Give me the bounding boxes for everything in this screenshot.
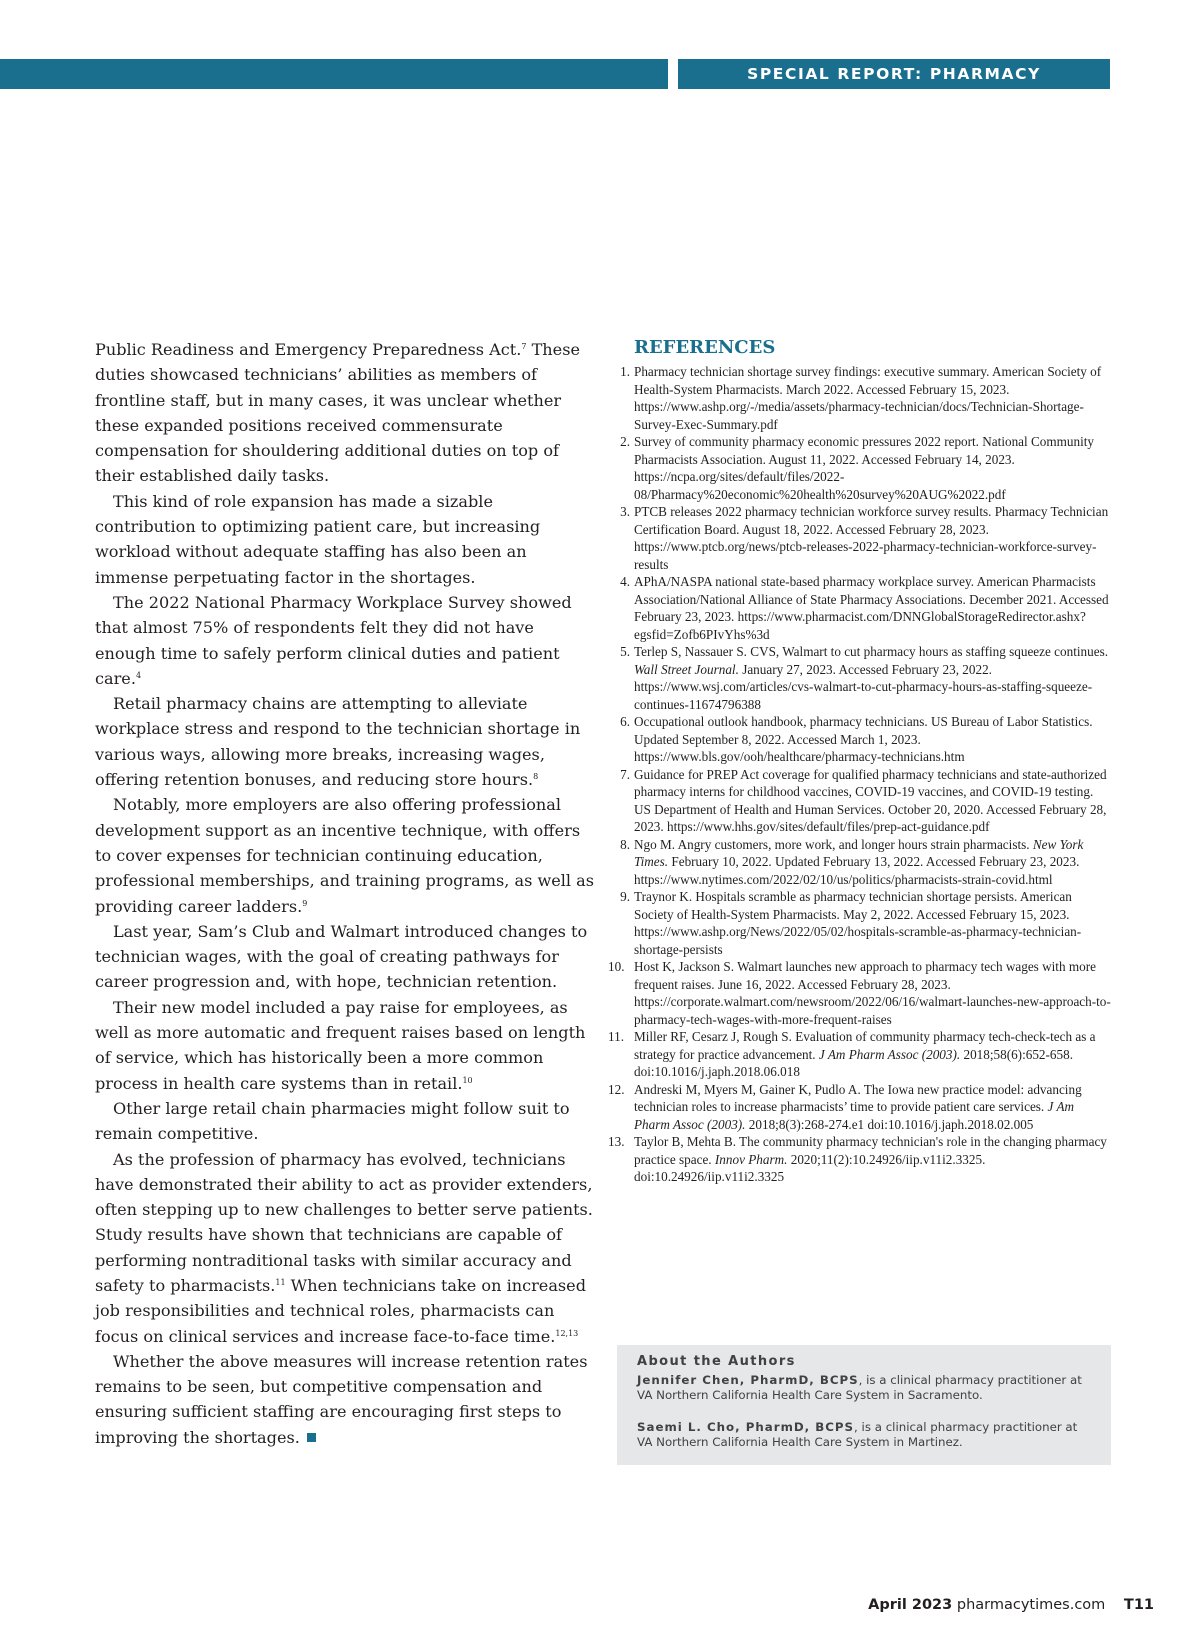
reference-item: 2. Survey of community pharmacy economic pressures 2022 report. National Community Pharmacists Association. August 11, 2022. Accessed February 14, 2023. https://ncpa.org/sites/default/files/2022-08/Pharmacy%20economic%20health%20survey%20AUG%2022.pdf xyxy=(620,434,1094,502)
reference-item: 6. Occupational outlook handbook, pharmacy technicians. US Bureau of Labor Statistics. Updated September 8, 2022. Accessed March 1, 2023. https://www.bls.gov/ooh/healthcare/pharmacy-technicians.htm xyxy=(620,714,1093,764)
references-heading: REFERENCES xyxy=(634,337,776,358)
citation-sup: 8 xyxy=(533,772,539,782)
header-color-bar xyxy=(0,59,668,89)
references-section xyxy=(608,337,1112,1186)
body-paragraph: Notably, more employers are also offering professional development support as an incentive technique, with offers to cover expenses for technician continuing education, professional memberships, and training programs, as well as providing career ladders.$^9$ xyxy=(95,795,595,916)
body-paragraph: Public Readiness and Emergency Preparedness Act.$^7$ These duties showcased technicians’ abilities as members of frontline staff, but in many cases, it was unclear whether these expanded positions received commensurate compensation for shouldering additional duties on top of their established daily tasks. xyxy=(95,340,580,486)
article-body xyxy=(95,337,595,1450)
reference-item: 3. PTCB releases 2022 pharmacy technician workforce survey results. Pharmacy Technician Certification Board. August 18, 2022. Accessed February 28, 2023. https://www.ptcb.org/news/ptcb-releases-2022-pharmacy-technician-workforce-survey-results xyxy=(620,504,1109,572)
reference-item: 5. Terlep S, Nassauer S. CVS, Walmart to cut pharmacy hours as staffing squeeze continues. Wall Street Journal. January 27, 2023. Accessed February 23, 2022. https://www.wsj.com/articles/cvs-walmart-to-cut-pharmacy-hours-as-staffing-squeeze-continues-11674796388 xyxy=(620,644,1108,712)
reference-item: 13. Taylor B, Mehta B. The community pharmacy technician's role in the changing pharmacy practice space. Innov Pharm. 2020;11(2):10.24926/iip.v11i2.3325. doi:10.24926/iip.v11i2.3325 xyxy=(608,1134,1107,1184)
author-bio: Jennifer Chen, PharmD, BCPS, is a clinical pharmacy practitioner at VA Northern California Health Care System in Sacramento. xyxy=(637,1372,1082,1402)
citation-sup: 4 xyxy=(135,670,142,680)
body-paragraph: Whether the above measures will increase retention rates remains to be seen, but competitive compensation and ensuring sufficient staffing are encouraging first steps to improving the shortages. xyxy=(95,1351,588,1447)
citation-sup: 10 xyxy=(462,1075,473,1085)
page-footer xyxy=(868,1597,1154,1613)
body-paragraph: Their new model included a pay raise for employees, as well as more automatic and frequent raises based on length of service, which has historically been a more common process in health care systems than in retail.$^{10}$ xyxy=(95,997,586,1093)
body-paragraph: The 2022 National Pharmacy Workplace Survey showed that almost 75% of respondents felt they did not have enough time to safely perform clinical duties and patient care.$^4$ xyxy=(95,592,572,688)
body-paragraph: Last year, Sam’s Club and Walmart introduced changes to technician wages, with the goal of creating pathways for career progression and, with hope, technician retention. xyxy=(95,921,588,992)
reference-item: 4. APhA/NASPA national state-based pharmacy workplace survey. American Pharmacists Association/National Alliance of State Pharmacy Associations. December 2021. Accessed February 23, 2023. https://www.pharmacist.com/DNNGlobalStorageRedirector.ashx?egsfid=Zofb6PIvYhs%3d xyxy=(620,574,1109,642)
reference-item: 11. Miller RF, Cesarz J, Rough S. Evaluation of community pharmacy tech-check-tech as a strategy for practice advancement. J Am Pharm Assoc (2003). 2018;58(6):652-658. doi:10.1016/j.japh.2018.06.018 xyxy=(608,1029,1096,1079)
section-tag: SPECIAL REPORT: PHARMACY TECHNICIANS xyxy=(678,59,1110,89)
about-authors-heading: About the Authors xyxy=(637,1354,796,1369)
citation-sup: 9 xyxy=(302,898,308,908)
references-list xyxy=(608,363,1112,1186)
citation-sup: 12,13 xyxy=(555,1328,579,1338)
reference-item: 9. Traynor K. Hospitals scramble as pharmacy technician shortage persists. American Society of Health-System Pharmacists. May 2, 2022. Accessed February 15, 2023. https://www.ashp.org/News/2022/05/02/hospitals-scramble-as-pharmacy-technician-shortage-persists xyxy=(620,889,1082,957)
reference-item: 8. Ngo M. Angry customers, more work, and longer hours strain pharmacists. New York Times. February 10, 2022. Updated February 13, 2022. Accessed February 23, 2023. https://www.nytimes.com/2022/02/10/us/politics/pharmacists-strain-covid.html xyxy=(620,836,1084,887)
author-name: Jennifer Chen, PharmD, BCPS xyxy=(637,1372,859,1387)
issue-date: April 2023 xyxy=(868,1597,953,1613)
reference-item: 1. Pharmacy technician shortage survey findings: executive summary. American Society of Health-System Pharmacists. March 2022. Accessed February 15, 2023. https://www.ashp.org/-/media/assets/pharmacy-technician/docs/Technician-Shortage-Survey-Exec-Summary.pdf xyxy=(620,364,1102,432)
citation-sup: 7 xyxy=(521,342,527,351)
end-of-article-square-icon xyxy=(307,1433,316,1442)
about-authors-box xyxy=(617,1345,1111,1465)
site-name: pharmacytimes.com xyxy=(956,1597,1106,1613)
body-paragraph: Retail pharmacy chains are attempting to alleviate workplace stress and respond to the technician shortage in various ways, allowing more breaks, increasing wages, offering retention bonuses, and reducing store hours.$^8$ xyxy=(95,694,581,790)
author-bio: Saemi L. Cho, PharmD, BCPS, is a clinical pharmacy practitioner at VA Northern California Health Care System in Martinez. xyxy=(637,1419,1078,1449)
page-number: T11 xyxy=(1123,1597,1154,1613)
reference-item: 12. Andreski M, Myers M, Gainer K, Pudlo A. The Iowa new practice model: advancing technician roles to increase pharmacists’ time to provide patient care services. J Am Pharm Assoc (2003). 2018;8(3):268-274.e1 doi:10.1016/j.japh.2018.02.005 xyxy=(608,1081,1082,1132)
reference-item: 10. Host K, Jackson S. Walmart launches new approach to pharmacy tech wages with more frequent raises. June 16, 2022. Accessed February 28, 2023. https://corporate.walmart.com/newsroom/2022/06/16/walmart-launches-new-approach-to-pharmacy-tech-wages-with-more-frequent-raises xyxy=(608,959,1111,1027)
body-paragraph: This kind of role expansion has made a sizable contribution to optimizing patient care, but increasing workload without adequate staffing has also been an immense perpetuating factor in the shortages. xyxy=(95,491,541,587)
reference-item: 7. Guidance for PREP Act coverage for qualified pharmacy technicians and state-authorized pharmacy interns for childhood vaccines, COVID-19 vaccines, and COVID-19 testing. US Department of Health and Human Services. October 20, 2020. Accessed February 28, 2023. https://www.hhs.gov/sites/default/files/prep-act-guidance.pdf xyxy=(620,766,1107,834)
body-paragraph: Other large retail chain pharmacies might follow suit to remain competitive. xyxy=(95,1098,570,1144)
body-paragraph: As the profession of pharmacy has evolved, technicians have demonstrated their ability to act as provider extenders, often stepping up to new challenges to better serve patients. Study results have shown that technicians are capable of performing nontraditional tasks with similar accuracy and safety to pharmacists.$^{11}$ When technicians take on increased job responsibilities and technical roles, pharmacists can focus on clinical services and increase face-to-face time.$^{12,13}$ xyxy=(95,1149,593,1346)
citation-sup: 11 xyxy=(275,1277,286,1287)
author-name: Saemi L. Cho, PharmD, BCPS xyxy=(637,1419,855,1434)
